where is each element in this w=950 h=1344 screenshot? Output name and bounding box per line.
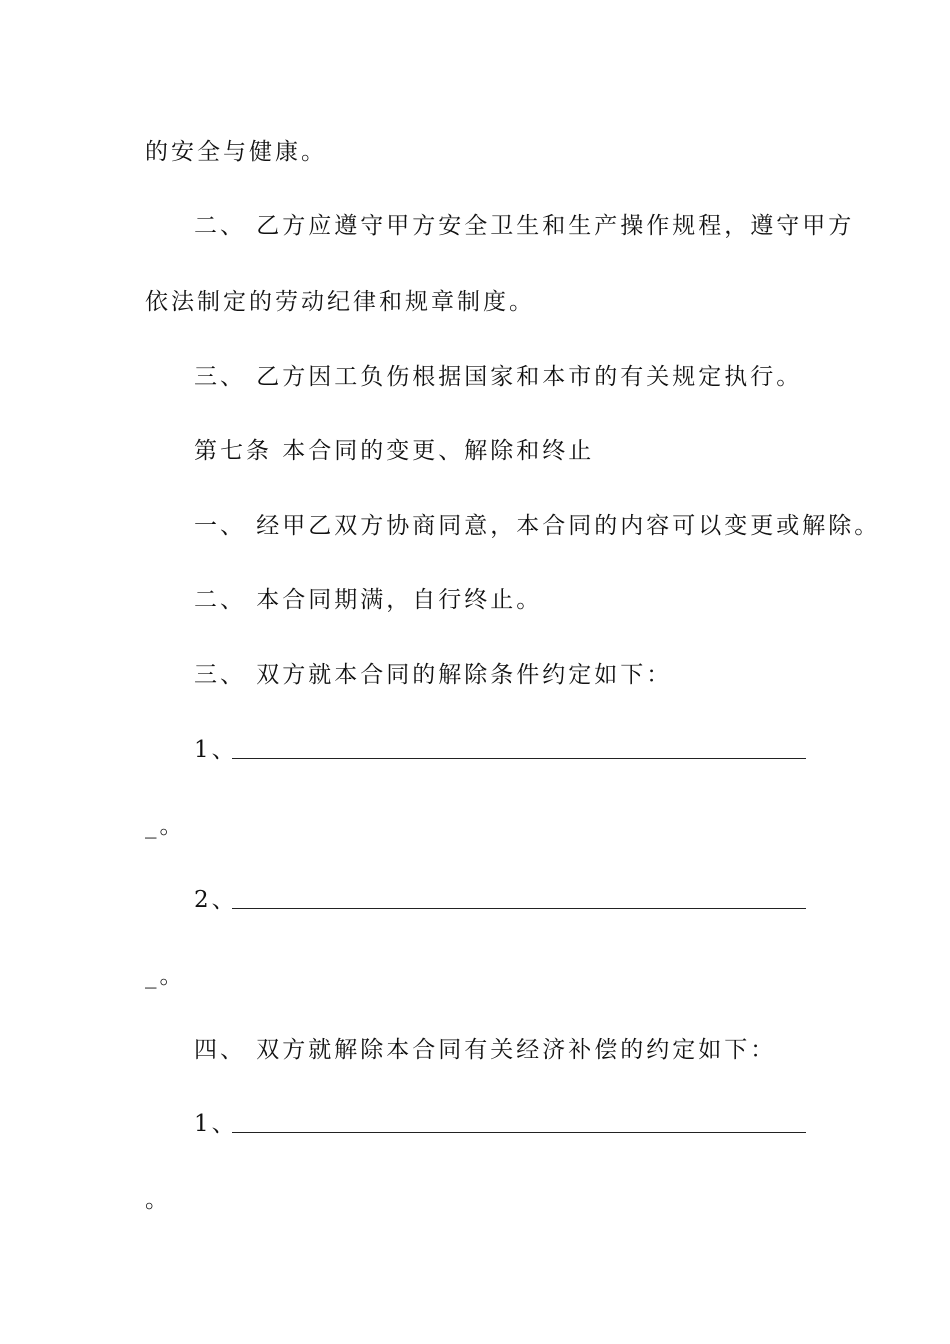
- text-line: 二、 乙方应遵守甲方安全卫生和生产操作规程，遵守甲方: [194, 213, 855, 239]
- text-line: 的安全与健康。: [145, 139, 327, 165]
- item-number: 1、: [194, 1111, 238, 1137]
- item-number: 2、: [194, 887, 238, 913]
- text-line: 二、 本合同期满，自行终止。: [194, 587, 543, 613]
- fill-in-blank: [232, 758, 806, 759]
- fill-in-blank: [232, 1132, 806, 1133]
- text-line: 三、 乙方因工负伤根据国家和本市的有关规定执行。: [194, 364, 803, 390]
- blank-continuation: _。: [145, 963, 186, 989]
- text-line: 依法制定的劳动纪律和规章制度。: [145, 289, 535, 315]
- fill-in-blank: [232, 908, 806, 909]
- text-line: 三、 双方就本合同的解除条件约定如下：: [194, 662, 673, 688]
- text-line: 一、 经甲乙双方协商同意，本合同的内容可以变更或解除。: [194, 513, 881, 539]
- item-number: 1、: [194, 737, 238, 763]
- article-heading: 第七条 本合同的变更、解除和终止: [194, 438, 595, 464]
- blank-continuation: 。: [145, 1187, 171, 1213]
- blank-continuation: _。: [145, 813, 186, 839]
- text-line: 四、 双方就解除本合同有关经济补偿的约定如下：: [194, 1037, 777, 1063]
